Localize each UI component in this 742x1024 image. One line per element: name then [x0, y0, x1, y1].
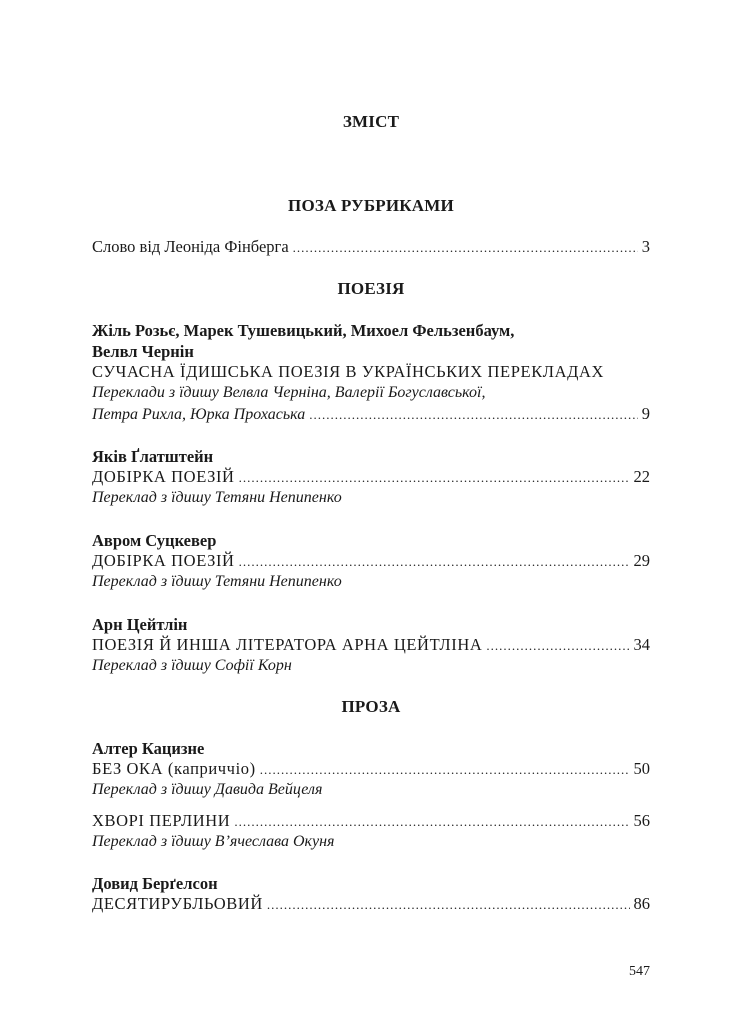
- toc-page: [92, 0, 650, 1024]
- toc-entry-glatshteyn[interactable]: [92, 466, 650, 489]
- toc-entry-finberg[interactable]: [92, 236, 650, 259]
- dot-leader: [267, 894, 630, 916]
- entry-translators: Переклад з їдишу Тетяни Непипенко: [92, 489, 342, 506]
- dot-leader: [239, 467, 630, 489]
- section-heading-poza: ПОЗА РУБРИКАМИ: [288, 196, 454, 215]
- entry-title: ДОБІРКА ПОЕЗІЙ: [92, 467, 235, 486]
- entry-translators: Переклад з їдишу Давида Вейцеля: [92, 781, 323, 798]
- entry-translators: Петра Рихла, Юрка Прохаська: [92, 406, 306, 423]
- entry-translators: Переклад з їдишу В’ячеслава Окуня: [92, 833, 335, 850]
- entry-translators: Переклад з їдишу Тетяни Непипенко: [92, 573, 342, 590]
- page-number: 34: [633, 635, 650, 654]
- dot-leader: [293, 237, 638, 259]
- entry-translators: Переклад з їдишу Софії Корн: [92, 657, 292, 674]
- dot-leader: [486, 635, 629, 657]
- entry-author: Авром Суцкевер: [92, 531, 217, 550]
- toc-entry-bez-oka[interactable]: [92, 758, 650, 781]
- page-number-folio: 547: [629, 964, 650, 979]
- entry-author: Алтер Кацизне: [92, 739, 205, 758]
- page-number: 50: [633, 759, 650, 778]
- entry-author: Арн Цейтлін: [92, 615, 188, 634]
- dot-leader: [260, 759, 630, 781]
- entry-translators: Переклади з їдишу Велвла Черніна, Валерії Богуславської,: [92, 384, 486, 401]
- section-heading-poezia: ПОЕЗІЯ: [337, 279, 405, 298]
- entry-title: ПОЕЗІЯ Й ИНША ЛІТЕРАТОРА АРНА ЦЕЙТЛІНА: [92, 635, 483, 654]
- dot-leader: [239, 551, 630, 573]
- entry-translators-line[interactable]: [92, 403, 650, 426]
- toc-entry-sutskever[interactable]: [92, 550, 650, 573]
- page-number: 56: [633, 811, 650, 830]
- dot-leader: [234, 811, 629, 833]
- page-number: 29: [633, 551, 650, 570]
- entry-title: ДОБІРКА ПОЕЗІЙ: [92, 551, 235, 570]
- toc-entry-desiatyrublovyi[interactable]: [92, 893, 650, 916]
- entry-title: БЕЗ ОКА (каприччіо): [92, 759, 256, 778]
- page-number: 9: [641, 404, 650, 423]
- entry-author: Велвл Чернін: [92, 342, 194, 361]
- page-title: ЗМІСТ: [342, 112, 400, 131]
- entry-title: Слово від Леоніда Фінберга: [92, 237, 289, 256]
- entry-author: Жіль Розьє, Марек Тушевицький, Михоел Фельзенбаум,: [92, 321, 515, 340]
- entry-author: Довид Берґелсон: [92, 874, 218, 893]
- toc-entry-tseytlin[interactable]: [92, 634, 650, 657]
- page-number: 3: [641, 237, 650, 256]
- page-number: 22: [633, 467, 650, 486]
- entry-author: Яків Ґлатштейн: [92, 447, 214, 466]
- toc-entry-khvori-perlyny[interactable]: [92, 810, 650, 833]
- toc-entry-rozie[interactable]: СУЧАСНА ЇДИШСЬКА ПОЕЗІЯ В УКРАЇНСЬКИХ ПЕРЕКЛАДАХ: [92, 362, 604, 381]
- dot-leader: [309, 404, 638, 426]
- section-heading-proza: ПРОЗА: [341, 697, 401, 716]
- entry-title: ХВОРІ ПЕРЛИНИ: [92, 811, 231, 830]
- page-number: 86: [633, 894, 650, 913]
- entry-title: ДЕСЯТИРУБЛЬОВИЙ: [92, 894, 263, 913]
